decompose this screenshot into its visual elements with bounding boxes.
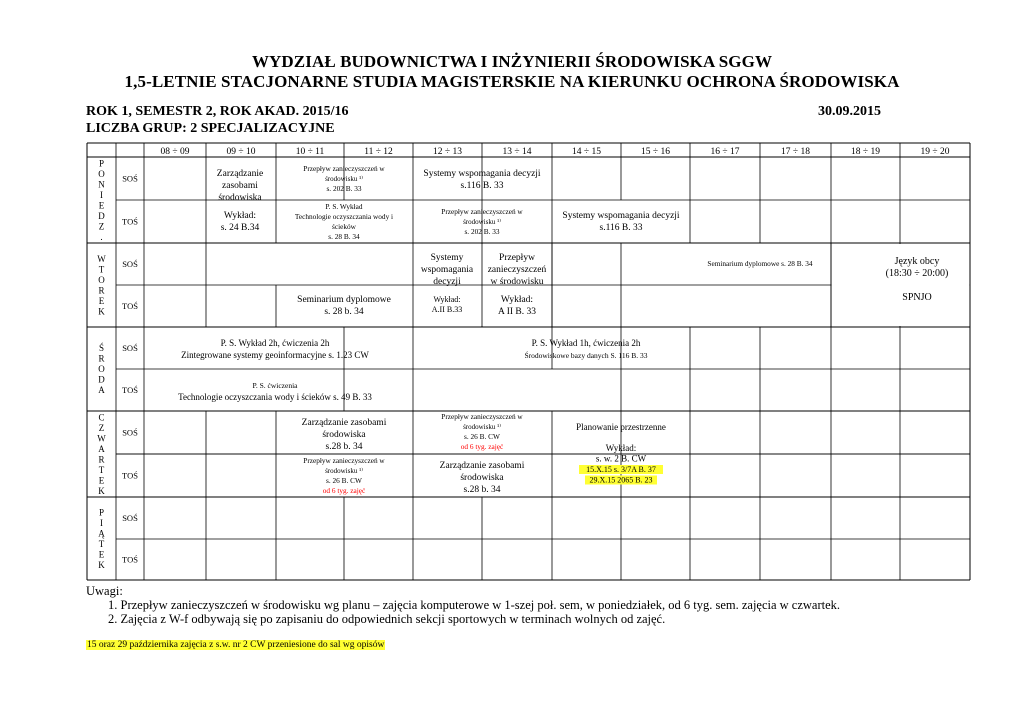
document-date: 30.09.2015 (818, 104, 881, 119)
day-label-letter: . (100, 231, 103, 242)
event-text: środowiska (460, 473, 504, 483)
event-text: s. w. 2 B. CW (595, 453, 647, 464)
event-text: Język obcy (894, 256, 940, 267)
hour-header: 18 ÷ 19 (851, 147, 880, 157)
event-text: środowisku ¹⁾ (463, 423, 501, 431)
hour-header: 17 ÷ 18 (781, 147, 810, 157)
week-label: SOŚ (122, 343, 138, 353)
event-text: środowisku ¹⁾ (463, 218, 501, 226)
event-text: Zarządzanie zasobami (439, 461, 525, 471)
event-text: SPNJO (902, 292, 932, 303)
day-label-letter: Ą (98, 528, 105, 539)
event-text: P. S. ćwiczenia (252, 381, 298, 390)
day-label-letter: Z (98, 422, 105, 433)
hour-header: 19 ÷ 20 (920, 147, 950, 157)
hour-header: 16 ÷ 17 (710, 147, 740, 157)
day-label-letter: R (98, 353, 105, 364)
group-count: LICZBA GRUP: 2 SPECJALIZACYJNE (86, 121, 335, 136)
event-text: środowisku ¹⁾ (325, 175, 363, 183)
event-text: Seminarium dyplomowe (297, 295, 391, 305)
day-label-letter: W (97, 253, 106, 264)
event-text: od 6 tyg. zajęć (322, 486, 366, 495)
event-text: Środowiskowe bazy danych S. 116 B. 33 (524, 351, 648, 360)
hour-header: 15 ÷ 16 (641, 147, 670, 157)
day-label-letter: D (98, 210, 105, 221)
day-label-letter: A (98, 385, 105, 395)
day-label-letter: K (98, 306, 105, 317)
hour-header: 08 ÷ 09 (160, 147, 190, 157)
day-label-letter: I (100, 517, 103, 528)
day-label-letter: K (98, 559, 105, 570)
notes-heading: Uwagi: (86, 584, 123, 598)
week-label: TOŚ (122, 301, 138, 311)
day-label-letter: E (98, 295, 105, 306)
day-label-letter: E (98, 200, 105, 211)
event-text: s. 24 B.34 (220, 223, 260, 233)
day-label-letter: Z (98, 221, 105, 232)
day-label-letter: T (98, 538, 105, 549)
day-label-letter: P (98, 507, 105, 518)
event-text: środowisku ¹⁾ (325, 467, 363, 475)
day-label-letter: C (98, 412, 105, 423)
event-text: Planowanie przestrzenne (576, 422, 666, 432)
event-text: s. 26 B. CW (326, 476, 362, 485)
hour-header: 14 ÷ 15 (572, 147, 601, 157)
week-label: SOŚ (122, 173, 138, 184)
day-label-letter: E (98, 549, 105, 560)
event-text: środowiska (322, 430, 366, 440)
event-text: Zintegrowane systemy geoinformacyjne s. 1.23 CW (181, 350, 369, 360)
event-text: Wykład: (605, 443, 637, 453)
day-label-letter: P (98, 158, 105, 169)
day-label-letter: O (98, 274, 105, 285)
week-label: SOŚ (122, 427, 138, 438)
event-text: środowiska (218, 193, 262, 203)
day-label-letter: T (98, 264, 105, 275)
day-label-letter: W (97, 433, 106, 444)
event-text: s.116 B. 33 (460, 181, 504, 191)
day-label-letter: T (98, 464, 105, 475)
event-text: P. S. Wykład 1h, ćwiczenia 2h (531, 338, 641, 348)
note-item: 1. Przepływ zanieczyszczeń w środowisku wg planu – zajęcia komputerowe w 1-szej poł. sem, w poniedziałek, od 6 tyg. sem. zajęcia w czwartek. (108, 598, 841, 612)
event-text: decyzji (433, 277, 461, 287)
event-text: Wykład: (433, 295, 461, 304)
semester-info: ROK 1, SEMESTR 2, ROK AKAD. 2015/16 (86, 104, 349, 119)
event-text: s. 28 B. 34 (328, 232, 360, 241)
hour-header: 12 ÷ 13 (433, 147, 462, 157)
event-text: Systemy wspomagania decyzji (562, 211, 680, 221)
day-label-letter: R (98, 454, 105, 465)
event-text: P. S. Wykład (325, 202, 363, 211)
program-title: 1,5-LETNIE STACJONARNE STUDIA MAGISTERSKIE NA KIERUNKU OCHRONA ŚRODOWISKA (124, 72, 900, 91)
day-label-letter: A (98, 443, 105, 454)
day-label-letter: D (98, 374, 105, 385)
event-text: wspomagania (420, 265, 474, 275)
hour-header: 10 ÷ 11 (295, 147, 325, 157)
week-label: TOŚ (122, 554, 138, 565)
hour-header: 11 ÷ 12 (364, 147, 393, 157)
event-text: zasobami (222, 181, 258, 191)
event-text: Systemy wspomagania decyzji (423, 169, 541, 179)
event-text: s. 28 b. 34 (324, 307, 364, 317)
event-text: Zarządzanie zasobami (301, 418, 387, 428)
day-label-letter: N (98, 179, 105, 190)
hour-header: 09 ÷ 10 (226, 147, 256, 157)
event-text: Zarządzanie (216, 169, 264, 179)
week-label: SOŚ (122, 259, 138, 269)
faculty-title: WYDZIAŁ BUDOWNICTWA I INŻYNIERII ŚRODOWISKA SGGW (251, 52, 773, 71)
event-text: Technologie oczyszczania wody i ścieków s. 49 B. 33 (178, 392, 372, 402)
event-text: 29.X.15 2065 B. 23 (589, 475, 653, 485)
event-text: 15.X.15 s. 3/7A B. 37 (586, 465, 656, 474)
day-label-letter: Ś (98, 343, 105, 353)
day-label-letter: E (98, 475, 105, 486)
event-text: Systemy (430, 253, 464, 263)
event-text: s. 202 B. 33 (464, 227, 500, 236)
event-text: Wykład: (500, 295, 534, 305)
event-text: Seminarium dyplomowe s. 28 B. 34 (707, 259, 813, 268)
event-text: Wykład: (223, 211, 257, 221)
event-text: Przepływ zanieczyszczeń w (441, 207, 523, 216)
event-text: Technologie oczyszczania wody i (294, 212, 394, 221)
event-text: (18:30 ÷ 20:00) (885, 268, 949, 279)
week-label: TOŚ (122, 385, 138, 395)
event-text: s.116 B. 33 (599, 223, 643, 233)
day-label-letter: I (100, 189, 103, 200)
event-text: A II B. 33 (498, 307, 536, 317)
event-text: Przepływ zanieczyszczeń w (441, 412, 523, 421)
highlighted-note: 15 oraz 29 października zajęcia z s.w. nr 2 CW przeniesione do sal wg opisów (87, 640, 385, 650)
event-text: ścieków (332, 222, 356, 231)
event-text: Przepływ zanieczyszczeń w (303, 456, 385, 465)
hour-header: 13 ÷ 14 (502, 147, 532, 157)
event-text: A.II B.33 (431, 305, 463, 314)
day-label-letter: O (98, 364, 105, 374)
week-label: TOŚ (122, 470, 138, 481)
event-text: s. 202 B. 33 (326, 184, 362, 193)
event-text: s.28 b. 34 (463, 485, 501, 495)
event-text: Przepływ zanieczyszczeń w (303, 164, 385, 173)
day-label-letter: R (98, 285, 105, 296)
day-label-letter: K (98, 485, 105, 496)
event-text: w środowisku (490, 277, 544, 287)
day-label-letter: O (98, 168, 105, 179)
event-text: P. S. Wykład 2h, ćwiczenia 2h (220, 338, 330, 348)
week-label: TOŚ (122, 216, 138, 227)
note-item: 2. Zajęcia z W-f odbywają się po zapisaniu do odpowiednich sekcji sportowych w terminach wolnych od zajęć. (108, 612, 666, 626)
event-text: zanieczyszczeń (487, 265, 547, 275)
event-text: Przepływ (499, 253, 535, 263)
event-text: od 6 tyg. zajęć (460, 442, 504, 451)
event-text: s. 26 B. CW (464, 432, 500, 441)
week-label: SOŚ (122, 513, 138, 523)
event-text: s.28 b. 34 (325, 442, 363, 452)
